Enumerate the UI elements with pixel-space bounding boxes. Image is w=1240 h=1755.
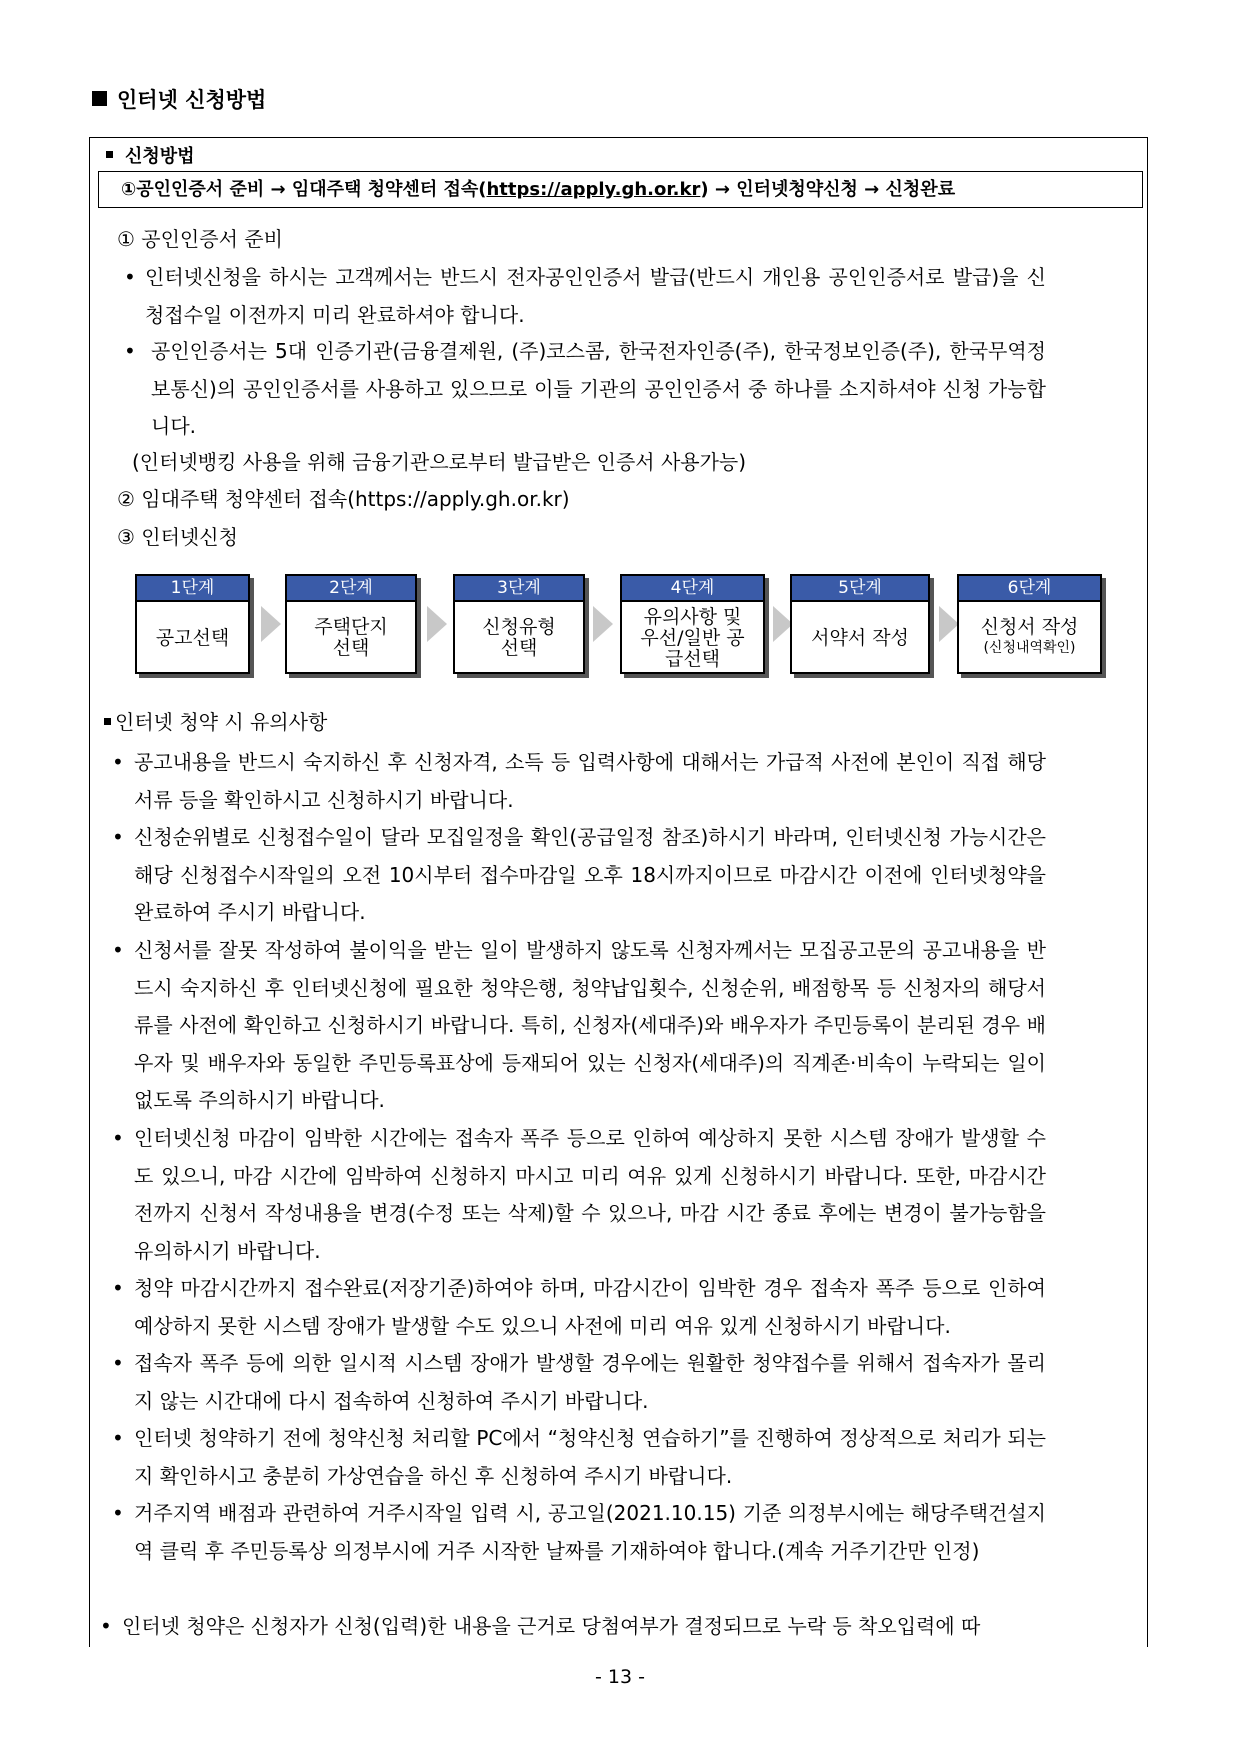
arrow-right-icon xyxy=(939,606,959,642)
flow-step-5: 5단계 서약서 작성 xyxy=(790,574,930,674)
square-bullet-icon xyxy=(92,91,107,106)
notice-item-5: • 청약 마감시간까지 접수완료(저장기준)하여야 하며, 마감시간이 임박한 경우 접속자 폭주 등으로 인하여 예상하지 못한 시스템 장애가 발생할 수도 있으니 사전에 미리 여유 있게 신청하시기 바랍니다. xyxy=(112,1276,1046,1338)
flow-step-1: 1단계 공고선택 xyxy=(135,574,250,674)
method-label: 신청방법 xyxy=(104,142,195,168)
notice-title: 인터넷 청약 시 유의사항 xyxy=(104,706,327,735)
item3-title: ③ 인터넷신청 xyxy=(117,525,238,549)
item1-note: (인터넷뱅킹 사용을 위해 금융기관으로부터 발급받은 인증서 사용가능) xyxy=(132,450,747,474)
notice-item-2: • 신청순위별로 신청접수일이 달라 모집일정을 확인(공급일정 참조)하시기 바라며, 인터넷신청 가능시간은 해당 신청접수시작일의 오전 10시부터 접수마감일 오후 18시까지이므로 마감시간 이전에 인터넷청약을 완료하여 주시기 바랍니다. xyxy=(112,825,1046,924)
small-square-icon xyxy=(106,151,113,158)
flow-step-4: 4단계 유의사항 및 우선/일반 공급선택 xyxy=(620,574,765,674)
item1-bullet-1: • 인터넷신청을 하시는 고객께서는 반드시 전자공인인증서 발급(반드시 개인용 공인인증서로 발급)을 신청접수일 이전까지 미리 완료하셔야 합니다. xyxy=(124,265,1046,327)
notice-item-7: • 인터넷 청약하기 전에 청약신청 처리할 PC에서 “청약신청 연습하기”를 진행하여 정상적으로 처리가 되는지 확인하시고 충분히 가상연습을 하신 후 신청하여 주시기 바랍니다. xyxy=(112,1426,1046,1488)
flow-step-6: 6단계 신청서 작성 (신청내역확인) xyxy=(957,574,1102,674)
item2-title: ② 임대주택 청약센터 접속(https://apply.gh.or.kr) xyxy=(117,487,570,511)
apply-url-link[interactable]: https://apply.gh.or.kr xyxy=(486,179,701,200)
arrow-right-icon xyxy=(261,606,281,642)
arrow-right-icon xyxy=(427,606,447,642)
flow-step-3: 3단계 신청유형 선택 xyxy=(453,574,585,674)
arrow-right-icon xyxy=(593,606,613,642)
notice-item-6: • 접속자 폭주 등에 의한 일시적 시스템 장애가 발생할 경우에는 원활한 청약접수를 위해서 접속자가 몰리지 않는 시간대에 다시 접속하여 신청하여 주시기 바랍니다. xyxy=(112,1351,1046,1413)
notice-item-1: • 공고내용을 반드시 숙지하신 후 신청자격, 소득 등 입력사항에 대해서는 가급적 사전에 본인이 직접 해당서류 등을 확인하시고 신청하시기 바랍니다. xyxy=(112,750,1046,812)
notice-item-8: • 거주지역 배점과 관련하여 거주시작일 입력 시, 공고일(2021.10.15) 기준 의정부시에는 해당주택건설지역 클릭 후 주민등록상 의정부시에 거주 시작한 날짜를 기재하여야 합니다.(계속 거주기간만 인정) xyxy=(112,1501,1046,1563)
small-square-icon xyxy=(104,718,111,725)
section-heading-text: 인터넷 신청방법 xyxy=(117,88,267,112)
notice-item-9: • 인터넷 청약은 신청자가 신청(입력)한 내용을 근거로 당첨여부가 결정되므로 누락 등 착오입력에 따 xyxy=(100,1614,981,1638)
section-heading xyxy=(92,84,266,114)
page-number: - 13 - xyxy=(595,1666,645,1688)
notice-item-4: • 인터넷신청 마감이 임박한 시간에는 접속자 폭주 등으로 인하여 예상하지 못한 시스템 장애가 발생할 수도 있으니, 마감 시간에 임박하여 신청하지 마시고 미리 여유 있게 신청하시기 바랍니다. 또한, 마감시간 전까지 신청서 작성내용을 변경(수정 또는 삭제)할 수 있으나, 마감 시간 종료 후에는 변경이 불가능함을 유의하시기 바랍니다. xyxy=(112,1126,1046,1263)
notice-item-3: • 신청서를 잘못 작성하여 불이익을 받는 일이 발생하지 않도록 신청자께서는 모집공고문의 공고내용을 반드시 숙지하신 후 인터넷신청에 필요한 청약은행, 청약납입횟수, 신청순위, 배점항목 등 신청자의 해당서류를 사전에 확인하고 신청하시기 바랍니다. 특히, 신청자(세대주)와 배우자가 주민등록이 분리된 경우 배우자 및 배우자와 동일한 주민등록표상에 등재되어 있는 신청자(세대주)의 직계존·비속이 누락되는 일이 없도록 주의하시기 바랍니다. xyxy=(112,938,1046,1112)
item1-bullet-2: • 공인인증서는 5대 인증기관(금융결제원, (주)코스콤, 한국전자인증(주), 한국정보인증(주), 한국무역정보통신)의 공인인증서를 사용하고 있으므로 이들 기관의 공인인증서 중 하나를 소지하셔야 신청 가능합니다. xyxy=(124,339,1046,438)
item1-title: ① 공인인증서 준비 xyxy=(117,227,283,251)
flow-step-2: 2단계 주택단지 선택 xyxy=(285,574,417,674)
application-flow xyxy=(135,574,1115,676)
method-steps-box: ①공인인증서 준비 → 임대주택 청약센터 접속(https://apply.gh.or.kr) → 인터넷청약신청 → 신청완료 xyxy=(98,171,1143,208)
